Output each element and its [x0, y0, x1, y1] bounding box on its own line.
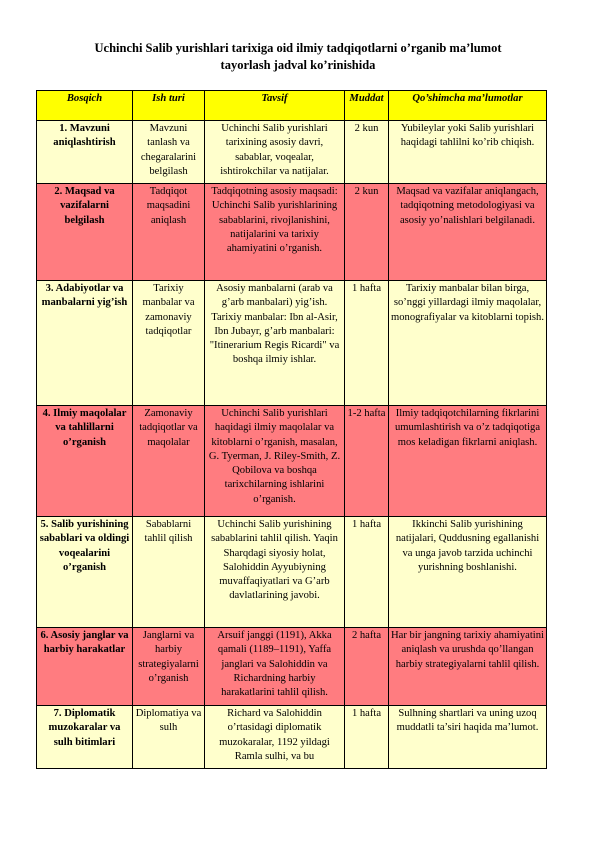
table-row	[37, 281, 547, 406]
cell-stage: 7. Diplomatik muzokaralar va sulh bitimlari	[37, 706, 133, 769]
cell-description: Uchinchi Salib yurishining sabablarini tahlil qilish. Yaqin Sharqdagi siyosiy holat, Salohiddin Ayyubiyning muvaffaqiyatlari va G’arb davlatlarining javobi.	[205, 517, 345, 628]
header-additional-info: Qo’shimcha ma’lumotlar	[389, 91, 547, 121]
table-row	[37, 706, 547, 769]
cell-work-type: Diplomatiya va sulh	[133, 706, 205, 769]
title-line-1: Uchinchi Salib yurishlari tarixiga oid ilmiy tadqiqotlarni o’rganib ma’lumot	[94, 41, 502, 55]
table-row	[37, 184, 547, 281]
cell-work-type: Mavzuni tanlash va chegaralarini belgilash	[133, 121, 205, 184]
cell-stage: 6. Asosiy janglar va harbiy harakatlar	[37, 628, 133, 706]
research-plan-table	[36, 90, 547, 769]
cell-stage: 1. Mavzuni aniqlashtirish	[37, 121, 133, 184]
cell-work-type: Tadqiqot maqsadini aniqlash	[133, 184, 205, 281]
cell-additional-info: Tarixiy manbalar bilan birga, so’nggi yillardagi ilmiy maqolalar, monografiyalar va kitoblarni topish.	[389, 281, 547, 406]
cell-stage: 4. Ilmiy maqolalar va tahlillarni o’rganish	[37, 406, 133, 517]
cell-description: Asosiy manbalarni (arab va g’arb manbalari) yig’ish. Tarixiy manbalar: Ibn al-Asir, Ibn Jubayr, g’arb manbalari: "Itinerarium Regis Ricardi" va boshqa ilmiy ishlar.	[205, 281, 345, 406]
cell-additional-info: Har bir jangning tarixiy ahamiyatini aniqlash va urushda qo’llangan harbiy strategiyalarni tahlil qilish.	[389, 628, 547, 706]
title-line-2: tayorlash jadval ko’rinishida	[220, 58, 376, 72]
cell-stage: 5. Salib yurishining sabablari va oldingi voqealarini o’rganish	[37, 517, 133, 628]
cell-duration: 1 hafta	[345, 281, 389, 406]
cell-additional-info: Yubileylar yoki Salib yurishlari haqidagi tahlilni ko’rib chiqish.	[389, 121, 547, 184]
header-duration: Muddat	[345, 91, 389, 121]
cell-stage: 3. Adabiyotlar va manbalarni yig’ish	[37, 281, 133, 406]
cell-duration: 1 hafta	[345, 517, 389, 628]
header-description: Tavsif	[205, 91, 345, 121]
table-header-row	[37, 91, 547, 121]
cell-additional-info: Ilmiy tadqiqotchilarning fikrlarini umumlashtirish va o’z tadqiqotiga mos keladigan fikrlarni aniqlash.	[389, 406, 547, 517]
table-row	[37, 517, 547, 628]
cell-duration: 1-2 hafta	[345, 406, 389, 517]
table-row	[37, 628, 547, 706]
table-row	[37, 121, 547, 184]
cell-description: Richard va Salohiddin o’rtasidagi diplomatik muzokaralar, 1192 yildagi Ramla sulhi, va bu	[205, 706, 345, 769]
cell-work-type: Janglarni va harbiy strategiyalarni o’rganish	[133, 628, 205, 706]
cell-duration: 2 hafta	[345, 628, 389, 706]
cell-work-type: Sabablarni tahlil qilish	[133, 517, 205, 628]
page-title	[40, 40, 556, 74]
cell-duration: 2 kun	[345, 184, 389, 281]
cell-additional-info: Sulhning shartlari va uning uzoq muddatli ta’siri haqida ma’lumot.	[389, 706, 547, 769]
cell-work-type: Tarixiy manbalar va zamonaviy tadqiqotlar	[133, 281, 205, 406]
table-row	[37, 406, 547, 517]
cell-duration: 2 kun	[345, 121, 389, 184]
header-stage: Bosqich	[37, 91, 133, 121]
cell-additional-info: Ikkinchi Salib yurishining natijalari, Quddusning egallanishi va unga javob tarzida uchinchi yurishning boshlanishi.	[389, 517, 547, 628]
cell-stage: 2. Maqsad va vazifalarni belgilash	[37, 184, 133, 281]
header-work-type: Ish turi	[133, 91, 205, 121]
cell-additional-info: Maqsad va vazifalar aniqlangach, tadqiqotning metodologiyasi va asosiy yo’nalishlari belgilanadi.	[389, 184, 547, 281]
cell-description: Uchinchi Salib yurishlari haqidagi ilmiy maqolalar va kitoblarni o’rganish, masalan, G. Tyerman, J. Riley-Smith, Z. Qobilova va boshqa tarixchilarning ishlarini o’rganish.	[205, 406, 345, 517]
cell-work-type: Zamonaviy tadqiqotlar va maqolalar	[133, 406, 205, 517]
cell-description: Tadqiqotning asosiy maqsadi: Uchinchi Salib yurishlarining sabablarini, rivojlanishini, natijalarini va tarixiy ahamiyatini o’rganish.	[205, 184, 345, 281]
cell-description: Uchinchi Salib yurishlari tarixining asosiy davri, sabablar, voqealar, ishtirokchilar va natijalar.	[205, 121, 345, 184]
cell-description: Arsuif janggi (1191), Akka qamali (1189–1191), Yaffa janglari va Salohiddin va Richardning harbiy harakatlarini tahlil qilish.	[205, 628, 345, 706]
cell-duration: 1 hafta	[345, 706, 389, 769]
